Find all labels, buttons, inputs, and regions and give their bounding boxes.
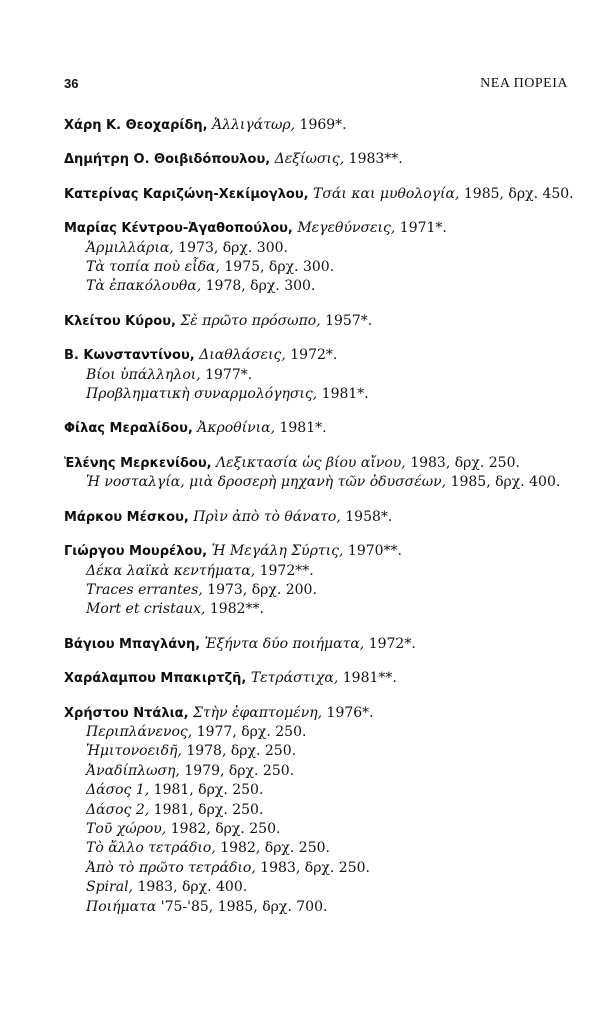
work-title: Ἡ Μεγάλη Σύρτις, [211,543,344,560]
entry-continuation-line [64,473,579,492]
work-info: 1977, δρχ. 250. [196,723,307,740]
work-title: Πρὶν ἀπὸ τὸ θάνατο, [193,508,341,525]
entry-continuation-line [64,385,579,404]
work-info: 1971*. [399,220,447,237]
author-name: Χάρη Κ. Θεοχαρίδη, [64,118,208,133]
work-info: 1977*. [205,366,253,383]
work-title: Μεγεθύνσεις, [297,220,396,237]
entry-continuation-line [64,258,579,277]
work-info: 1970**. [347,543,402,560]
work-info: 1976*. [326,704,374,721]
work-title: Ἁρμιλλάρια, [86,239,174,256]
bibliography-list [64,116,579,932]
work-title: Ἀναδίπλωση, [86,762,180,779]
bibliography-entry [64,419,579,438]
work-title: Mort et cristaux, [86,601,206,618]
work-title: Στὴν ἐφαπτομένη, [192,704,323,721]
bibliography-entry [64,312,579,331]
author-name: Βάγιου Μπαγλάνη, [64,636,201,652]
work-info: 1982, δρχ. 250. [220,840,330,857]
bibliography-entry [64,150,579,169]
entry-continuation-line [64,723,579,742]
work-title: Ἡ νοσταλγία, μιὰ δροσερὴ μηχανὴ τῶν ὀδυσσέων, [86,474,447,491]
work-title: Προβληματικὴ συναρμολόγησις, [86,386,318,403]
work-info: 1981**. [342,670,397,687]
work-title: Spiral, [86,879,133,896]
work-info: 1983, δρχ. 400. [137,879,248,896]
work-info: 1973, δρχ. 200. [207,581,317,598]
page-header [64,76,568,96]
entry-first-line [64,116,579,135]
entry-continuation-line [64,562,579,581]
work-info: 1978, δρχ. 300. [205,278,316,295]
bibliography-entry [64,219,579,297]
work-title: Τσάι και μυθολογία, [313,185,460,202]
entry-continuation-line [64,600,579,619]
work-info: 1973, δρχ. 300. [178,239,288,256]
author-name: Χρήστου Ντάλια, [64,705,189,721]
author-name: Δημήτρη Ο. Θοιβιδόπουλου, [64,152,271,168]
bibliography-entry [64,669,579,688]
work-info: 1985, δρχ. 400. [450,474,561,491]
entry-continuation-line [64,898,579,917]
bibliography-entry [64,508,579,527]
entry-first-line [64,219,579,238]
work-title: Δέκα λαϊκὰ κεντήματα, [86,562,256,579]
entry-first-line [64,312,579,331]
entry-first-line [64,346,579,365]
entry-continuation-line [64,277,579,296]
page-number: 36 [64,76,79,91]
work-info: 1979, δρχ. 250. [184,762,295,779]
entry-continuation-line [64,366,579,385]
entry-continuation-line [64,839,579,858]
work-info: 1957*. [325,312,373,329]
entry-first-line [64,419,579,438]
work-title: Ἑξήντα δύο ποιήματα, [204,635,365,652]
work-title: Traces errantes, [86,581,203,598]
work-info: 1969*. [299,117,347,133]
work-title: Βίοι ὑπάλληλοι, [86,366,201,383]
entry-continuation-line [64,801,579,820]
work-info: 1983, δρχ. 250. [260,859,370,876]
work-title: Τὸ ἄλλο τετράδιο, [86,840,216,857]
author-name: Γιώργου Μουρέλου, [64,544,208,560]
work-title: Ἀκροθίνια, [197,420,276,437]
work-title: Σὲ πρῶτο πρόσωπο, [180,312,321,329]
work-info: 1983, δρχ. 250. [410,454,520,471]
work-info: 1982, δρχ. 250. [170,820,281,837]
entry-first-line [64,185,579,204]
entry-continuation-line [64,762,579,781]
work-info: 1985, δρχ. 450. [463,185,574,202]
entry-continuation-line [64,820,579,839]
work-info: 1981*. [279,420,327,437]
work-info: '75-'85, 1985, δρχ. 700. [160,898,328,915]
work-info: 1982**. [209,601,264,618]
author-name: Ἑλένης Μερκενίδου, [64,455,212,471]
work-title: Διαθλάσεις, [199,347,286,364]
entry-first-line [64,635,579,654]
work-title: Ἀλλιγάτωρ, [212,117,296,133]
entry-continuation-line [64,581,579,600]
work-title: Ἀπὸ τὸ πρῶτο τετράδιο, [86,859,256,876]
work-info: 1981, δρχ. 250. [153,782,264,799]
work-title: Περιπλάνενος, [86,723,193,740]
work-title: Τὰ τοπία ποὺ εἶδα, [86,259,220,276]
work-info: 1972*. [290,347,338,364]
work-info: 1983**. [348,151,403,168]
work-info: 1972**. [259,562,314,579]
bibliography-entry [64,116,579,135]
bibliography-entry [64,542,579,620]
entry-continuation-line [64,781,579,800]
work-info: 1978, δρχ. 250. [186,743,297,760]
work-info: 1958*. [345,508,393,525]
work-info: 1981*. [321,386,369,403]
work-info: 1975, δρχ. 300. [224,259,335,276]
author-name: Κλείτου Κύρου, [64,313,176,329]
entry-first-line [64,669,579,688]
entry-first-line [64,150,579,169]
work-title: Δεξίωσις, [274,151,345,168]
author-name: Φίλας Μεραλίδου, [64,421,193,437]
entry-first-line [64,508,579,527]
work-info: 1981, δρχ. 250. [153,801,264,818]
work-title: Ποιήματα [86,898,157,915]
entry-continuation-line [64,859,579,878]
entry-first-line [64,542,579,561]
bibliography-entry [64,346,579,404]
work-title: Λεξικτασία ὡς βίου αἴνου, [216,454,406,471]
author-name: Μαρίας Κέντρου-Ἀγαθοπούλου, [64,221,293,237]
entry-continuation-line [64,239,579,258]
entry-first-line [64,454,579,473]
work-title: Τὰ ἐπακόλουθα, [86,278,202,295]
bibliography-entry [64,185,579,204]
entry-continuation-line [64,742,579,761]
work-title: Δάσος 2, [86,801,150,818]
work-title: Τετράστιχα, [250,670,339,687]
author-name: Μάρκου Μέσκου, [64,509,189,525]
entry-continuation-line [64,878,579,897]
author-name: Κατερίνας Καριζώνη-Χεκίμογλου, [64,186,309,202]
running-title: ΝΕΑ ΠΟΡΕΙΑ [480,76,568,91]
bibliography-entry [64,704,579,917]
work-title: Δάσος 1, [86,782,150,799]
entry-first-line [64,704,579,723]
bibliography-entry [64,635,579,654]
work-title: Τοῦ χώρου, [86,820,167,837]
author-name: Β. Κωνσταντίνου, [64,348,195,364]
bibliography-entry [64,454,579,493]
author-name: Χαράλαμπου Μπακιρτζῆ, [64,671,247,687]
work-title: Ἡμιτονοειδῆ, [86,743,182,760]
work-info: 1972*. [368,635,416,652]
